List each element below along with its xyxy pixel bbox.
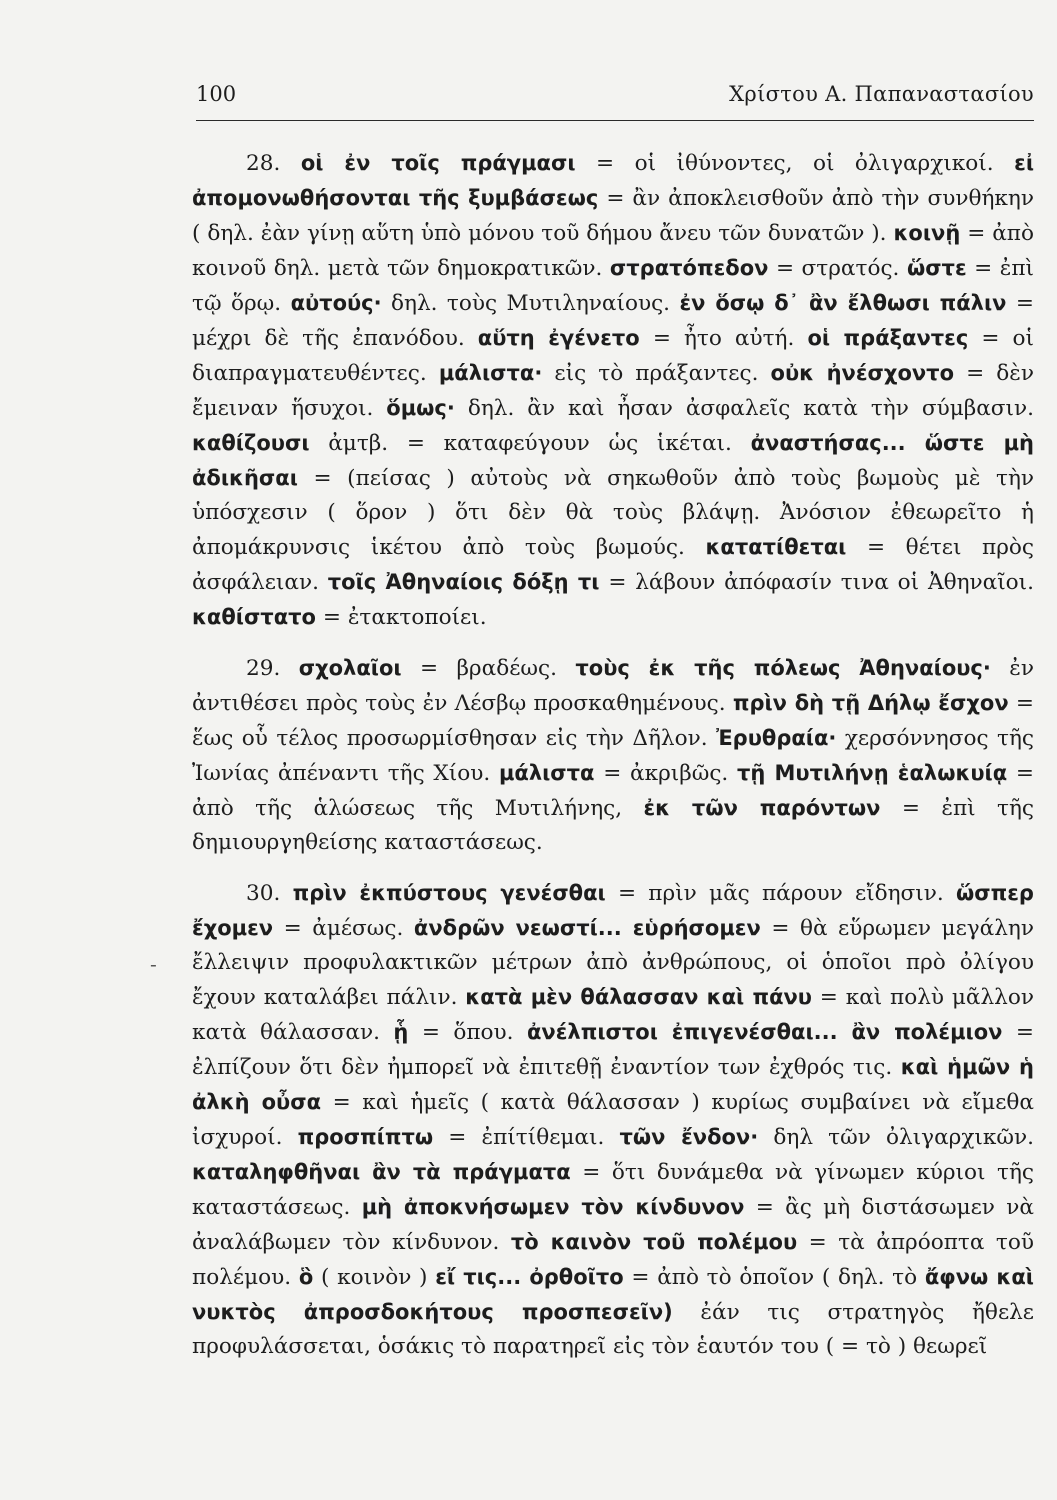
gloss: = οἱ διαπραγματευθέντες. — [192, 326, 1034, 386]
gloss: = ἐπίτίθεμαι. — [448, 1125, 605, 1150]
lemma: μάλιστα· — [438, 361, 543, 385]
gloss: = ἐτακτοποίει. — [322, 605, 487, 630]
gloss: ἀμτβ. = καταφεύγουν ὡς ἱκέται. — [328, 431, 732, 456]
lemma: τῇ Μυτιλήνῃ ἑαλωκυίᾳ — [737, 761, 1008, 785]
gloss: = ἀκριβῶς. — [603, 761, 729, 786]
lemma: καὶ ἡμῶν ἡ ἀλκὴ οὖσα — [192, 1055, 1034, 1114]
gloss: = (πείσας ) αὐτοὺς νὰ σηκωθοῦν ἀπὸ τοὺς βωμοὺς μὲ τὴν ὑπόσχεσιν ( ὅρον ) ὅτι δὲν θὰ τοὺς βλάψῃ. Ἀνόσιον ἐθεωρεῖτο ἡ ἀπομάκρυνσις ἱκέτου ἀπὸ τοὺς βωμούς. — [192, 466, 1035, 560]
lemma: μάλιστα — [498, 761, 595, 785]
gloss: = καὶ πολὺ μᾶλλον κατὰ θάλασσαν. — [192, 985, 1034, 1045]
lemma: ὥσπερ ἔχομεν — [192, 881, 1034, 940]
gloss: = ἀπὸ τῆς ἁλώσεως τῆς Μυτιλήνης, — [192, 761, 1034, 821]
gloss: = ἂς μὴ διστάσωμεν νὰ ἀναλάβωμεν τὸν κίνδυνον. — [192, 1195, 1034, 1255]
lemma: ὅμως· — [386, 396, 455, 420]
gloss: = ὅτι δυνάμεθα νὰ γίνωμεν κύριοι τῆς καταστάσεως. — [192, 1160, 1034, 1220]
lemma: τοῖς Ἀθηναίοις δόξῃ τι — [327, 570, 600, 594]
gloss: = ὅπου. — [421, 1020, 514, 1045]
page-number: 100 — [196, 82, 237, 106]
lemma: εἴ τις... ὀρθοῖτο — [435, 1265, 624, 1289]
gloss: ἐν ἀντιθέσει πρὸς τοὺς ἐν Λέσβῳ προσκαθημένους. — [192, 656, 1034, 716]
gloss: = οἱ ἰθύνοντες, οἱ ὀλιγαρχικοί. — [596, 151, 994, 176]
gloss: = ἀπὸ κοινοῦ δηλ. μετὰ τῶν δημοκρατικῶν. — [192, 221, 1034, 281]
commentary-paragraph — [192, 651, 1034, 860]
lemma: ἐν ὅσῳ δ᾽ ἂν ἔλθωσι πάλιν — [679, 291, 1007, 315]
lemma: αὐτούς· — [290, 291, 382, 315]
gloss: = ἂν ἀποκλεισθοῦν ἀπὸ τὴν συνθήκην ( δηλ. ἐὰν γίνῃ αὕτη ὑπὸ μόνου τοῦ δήμου ἄνευ τῶν δυνατῶν ). — [192, 186, 1034, 246]
lemma: οἱ πράξαντες — [807, 326, 969, 350]
lemma: κατατίθεται — [705, 535, 847, 559]
gloss: εἰς τὸ πράξαντες. — [554, 361, 759, 386]
lemma: πρὶν δὴ τῇ Δήλῳ ἔσχον — [732, 691, 1009, 715]
gloss: = ἦτο αὐτή. — [652, 326, 795, 351]
gloss: = ἀπὸ τὸ ὁποῖον ( δηλ. τὸ — [631, 1265, 918, 1290]
lemma: ἀνέλπιστοι ἐπιγενέσθαι... ἂν πολέμιον — [527, 1020, 1003, 1044]
lemma: μὴ ἀποκνήσωμεν τὸν κίνδυνον — [361, 1195, 745, 1219]
header-rule — [196, 120, 1034, 121]
lemma: ἀναστήσας... ὥστε μὴ ἀδικῆσαι — [192, 431, 1034, 490]
lemma: τοὺς ἐκ τῆς πόλεως Ἀθηναίους· — [575, 656, 991, 680]
gloss: χερσόννησος τῆς Ἰωνίας ἀπέναντι τῆς Χίου. — [192, 726, 1035, 786]
lemma: ἀνδρῶν νεωστί... εὑρήσομεν — [413, 916, 761, 940]
section-number: 29. — [246, 656, 281, 681]
lemma: τὸ καινὸν τοῦ πολέμου — [510, 1230, 798, 1254]
gloss: = ἐλπίζουν ὅτι δὲν ἠμπορεῖ νὰ ἐπιτεθῇ ἐναντίον των ἐχθρός τις. — [192, 1020, 1034, 1080]
lemma: πρὶν ἐκπύστους γενέσθαι — [292, 881, 606, 905]
gloss: = ἐπὶ τῷ ὅρῳ. — [192, 256, 1034, 316]
commentary-paragraph — [192, 876, 1034, 1364]
gloss: δηλ τῶν ὀλιγαρχικῶν. — [773, 1125, 1034, 1150]
gloss: = ἀμέσως. — [283, 916, 404, 941]
section-number: 28. — [246, 151, 281, 176]
lemma: οἱ ἐν τοῖς πράγμασι — [300, 151, 576, 175]
gloss: = μέχρι δὲ τῆς ἐπανόδου. — [192, 291, 1034, 351]
gloss: ( κοινὸν ) — [320, 1265, 428, 1290]
commentary-body — [192, 146, 1034, 1364]
gloss: δηλ. τοὺς Μυτιληναίους. — [391, 291, 671, 316]
lemma: ᾗ — [393, 1020, 409, 1044]
section-number: 30. — [246, 881, 281, 906]
lemma: ἄφνω καὶ νυκτὸς ἀπροσδοκήτους προσπεσεῖν) — [192, 1265, 1034, 1324]
lemma: τῶν ἔνδον· — [619, 1125, 759, 1149]
lemma: κοινῇ — [893, 221, 961, 245]
gloss: = τὰ ἀπρόοπτα τοῦ πολέμου. — [192, 1230, 1034, 1290]
lemma: κατὰ μὲν θάλασσαν καὶ πάνυ — [465, 985, 812, 1009]
commentary-paragraph — [192, 146, 1034, 635]
page-header — [196, 82, 1034, 112]
gloss: = ἐπὶ τῆς δημιουργηθείσης καταστάσεως. — [192, 796, 1034, 855]
gloss: = θὰ εὕρωμεν μεγάλην ἔλλειψιν προφυλακτικῶν μέτρων ἀπὸ ἀνθρώπους, οἱ ὁποῖοι πρὸ ὀλίγου ἔχουν καταλάβει πάλιν. — [192, 916, 1034, 1010]
lemma: σχολαῖοι — [298, 656, 402, 680]
gloss: = στρατός. — [775, 256, 900, 281]
gloss: = καὶ ἡμεῖς ( κατὰ θάλασσαν ) κυρίως συμβαίνει νὰ εἴμεθα ἰσχυροί. — [192, 1090, 1034, 1150]
lemma: αὕτη ἐγένετο — [477, 326, 640, 350]
margin-mark: - — [150, 952, 157, 976]
lemma: οὐκ ἠνέσχοντο — [770, 361, 955, 385]
lemma: προσπίπτω — [297, 1125, 434, 1149]
gloss: = θέτει πρὸς ἀσφάλειαν. — [192, 535, 1034, 595]
gloss: = ἕως οὗ τέλος προσωρμίσθησαν εἰς τὴν Δῆλον. — [192, 691, 1034, 751]
lemma: στρατόπεδον — [609, 256, 769, 280]
gloss: = πρὶν μᾶς πάρουν εἴδησιν. — [617, 881, 944, 906]
lemma: καθίζουσι — [192, 431, 310, 455]
gloss: δηλ. ἂν καὶ ἦσαν ἀσφαλεῖς κατὰ τὴν σύμβασιν. — [467, 396, 1035, 421]
lemma: εἰ ἀπομονωθήσονται τῆς ξυμβάσεως — [192, 151, 1035, 210]
lemma: καταληφθῆναι ἂν τὰ πράγματα — [192, 1160, 571, 1184]
gloss: ἐάν τις στρατηγὸς ἤθελε προφυλάσσεται, ὁσάκις τὸ παρατηρεῖ εἰς τὸν ἑαυτόν του ( = τὸ ) θεωρεῖ — [192, 1300, 1034, 1359]
gloss: = βραδέως. — [419, 656, 557, 681]
lemma: καθίστατο — [192, 605, 316, 629]
running-head: Χρίστου Α. Παπαναστασίου — [729, 82, 1034, 106]
lemma: ὥστε — [906, 256, 967, 280]
lemma: ὃ — [298, 1265, 314, 1289]
lemma: Ἐρυθραία· — [716, 726, 837, 750]
gloss: = λάβουν ἀπόφασίν τινα οἱ Ἀθηναῖοι. — [608, 570, 1035, 595]
gloss: = δὲν ἔμειναν ἥσυχοι. — [192, 361, 1034, 421]
lemma: ἐκ τῶν παρόντων — [643, 796, 881, 820]
